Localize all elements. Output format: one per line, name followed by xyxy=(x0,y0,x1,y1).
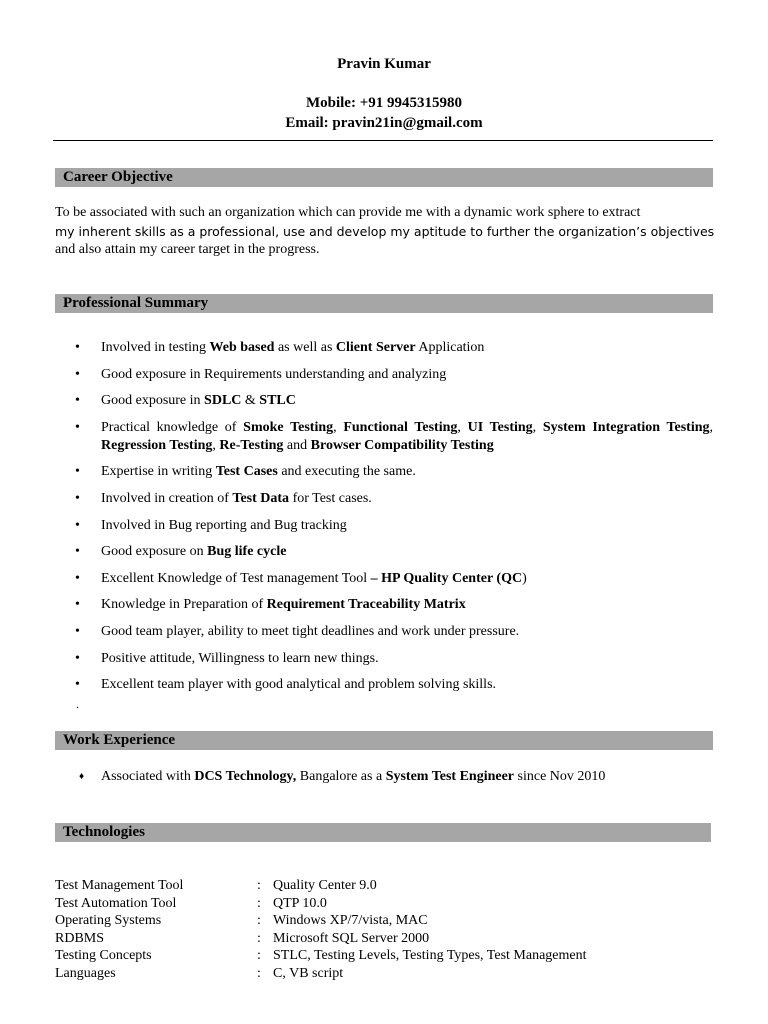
text-segment: Expertise in writing xyxy=(101,464,216,480)
text-segment: Involved in Bug reporting and Bug tracking xyxy=(101,517,347,533)
text-segment: Good exposure in Requirements understanding and analyzing xyxy=(101,366,447,382)
text-segment: Good exposure in xyxy=(101,393,205,409)
text-segment: & xyxy=(241,393,260,409)
bullet-icon: • xyxy=(75,570,80,586)
bold-text-segment: Client Server xyxy=(335,340,416,355)
bullet-icon: • xyxy=(75,544,80,560)
work-experience-heading-bar xyxy=(55,731,713,750)
bold-text-segment: System Integration Testing xyxy=(542,419,710,435)
text-segment: , xyxy=(333,419,344,435)
candidate-name: Pravin Kumar xyxy=(337,56,431,72)
bold-text-segment: Web based xyxy=(209,340,275,355)
technology-label: Testing Concepts xyxy=(55,948,152,964)
technology-row xyxy=(55,965,587,983)
text-segment: Excellent Knowledge of Test management Tool xyxy=(101,570,371,586)
summary-bullet-item xyxy=(55,392,713,410)
professional-summary-heading-bar xyxy=(55,294,713,313)
bullet-icon: • xyxy=(75,393,80,409)
objective-line-2: my inherent skills as a professional, use and develop my aptitude to further the organization’s objectives xyxy=(55,223,715,239)
summary-bullet-item xyxy=(55,570,713,588)
text-segment: , xyxy=(532,419,543,435)
bullet-icon: • xyxy=(75,340,80,355)
bold-text-segment: UI Testing xyxy=(467,419,533,435)
text-segment: as well as xyxy=(274,340,336,355)
text-segment: Bangalore as a xyxy=(296,769,386,784)
bullet-icon: • xyxy=(75,623,80,639)
summary-bullet-item xyxy=(55,623,713,641)
text-segment: Practical knowledge of xyxy=(101,419,244,435)
bold-text-segment: Bug life cycle xyxy=(207,544,287,560)
technology-row xyxy=(55,947,587,965)
bullet-icon: • xyxy=(75,366,80,382)
technology-separator: : xyxy=(257,930,261,946)
career-objective-heading: Career Objective xyxy=(63,169,173,185)
bold-text-segment: Browser Compatibility Testing xyxy=(310,437,494,453)
summary-bullet-item xyxy=(55,676,713,694)
technology-separator: : xyxy=(257,878,261,893)
technology-label: RDBMS xyxy=(55,930,105,946)
summary-bullet-item xyxy=(55,366,713,384)
header-divider xyxy=(53,140,713,141)
bold-text-segment: Re-Testing xyxy=(219,437,284,453)
text-segment: , xyxy=(212,437,220,453)
bullet-icon: • xyxy=(75,419,80,435)
bold-text-segment: SDLC xyxy=(204,393,242,409)
text-segment: Involved in testing xyxy=(101,340,210,355)
text-segment: , xyxy=(457,419,468,435)
technologies-heading-bar xyxy=(55,823,711,842)
bullet-icon: • xyxy=(75,677,80,693)
career-objective-heading-bar xyxy=(55,168,713,187)
bold-text-segment: Functional Testing xyxy=(343,419,458,435)
technology-row xyxy=(55,912,587,930)
technology-label: Operating Systems xyxy=(55,913,162,929)
technology-separator: : xyxy=(257,913,261,929)
bold-text-segment: Regression Testing xyxy=(101,437,213,453)
bold-text-segment: Requirement Traceability Matrix xyxy=(266,597,466,613)
work-experience-heading: Work Experience xyxy=(63,732,176,748)
text-segment: Excellent team player with good analytical and problem solving skills. xyxy=(101,677,497,693)
text-segment: Good exposure on xyxy=(101,544,208,560)
summary-bullet-item xyxy=(55,543,713,561)
bullet-icon: • xyxy=(75,597,80,613)
bullet-icon: • xyxy=(75,650,80,666)
technology-label: Languages xyxy=(55,965,116,981)
technology-value: C, VB script xyxy=(273,965,344,981)
technology-row xyxy=(55,930,587,948)
text-segment: since Nov 2010 xyxy=(514,769,606,784)
technologies-table xyxy=(55,877,587,983)
technologies-heading: Technologies xyxy=(63,824,145,840)
text-segment: Good team player, ability to meet tight deadlines and work under pressure. xyxy=(101,623,520,639)
summary-bullet-item xyxy=(55,463,713,481)
diamond-bullet-icon: ♦ xyxy=(79,771,85,782)
summary-bullet-item xyxy=(55,339,713,357)
text-segment: Knowledge in Preparation of xyxy=(101,597,267,613)
text-segment: Associated with xyxy=(101,769,195,784)
objective-line-3: and also attain my career target in the progress. xyxy=(55,242,320,257)
text-segment: Application xyxy=(415,340,485,355)
summary-bullet-item xyxy=(55,490,713,508)
bold-text-segment: System Test Engineer xyxy=(385,769,515,784)
text-segment: Positive attitude, Willingness to learn new things. xyxy=(101,650,379,666)
technology-value: STLC, Testing Levels, Testing Types, Test Management xyxy=(273,948,587,964)
summary-bullet-item xyxy=(55,517,713,535)
text-segment: and xyxy=(283,437,311,453)
bullet-icon: • xyxy=(75,517,80,533)
bold-text-segment: – HP Quality Center (QC xyxy=(370,570,523,586)
professional-summary-list xyxy=(55,339,713,703)
career-objective-text xyxy=(55,204,715,260)
text-segment: and executing the same. xyxy=(277,464,416,480)
summary-bullet-item xyxy=(55,650,713,668)
text-segment: ) xyxy=(522,570,527,586)
work-experience-text xyxy=(101,768,605,786)
technology-separator: : xyxy=(257,948,261,964)
technology-row xyxy=(55,895,587,913)
bold-text-segment: STLC xyxy=(259,393,296,409)
technology-value: Windows XP/7/vista, MAC xyxy=(273,913,428,929)
summary-bullet-item xyxy=(55,596,713,614)
text-segment: for Test cases. xyxy=(289,490,372,506)
mobile-number: Mobile: +91 9945315980 xyxy=(305,95,463,111)
text-segment: Involved in creation of xyxy=(101,490,233,506)
technology-value: QTP 10.0 xyxy=(273,895,327,911)
technology-separator: : xyxy=(257,895,261,911)
bold-text-segment: Test Data xyxy=(232,490,290,506)
technology-row xyxy=(55,877,587,895)
technology-value: Quality Center 9.0 xyxy=(273,878,377,893)
objective-line-1: To be associated with such an organization which can provide me with a dynamic work sphere to extract xyxy=(55,205,641,220)
bullet-icon: • xyxy=(75,464,80,480)
technology-label: Test Management Tool xyxy=(55,878,184,893)
summary-bullet-item xyxy=(55,419,713,455)
text-segment: , xyxy=(709,419,714,435)
professional-summary-heading: Professional Summary xyxy=(63,295,209,311)
technology-separator: : xyxy=(257,965,261,981)
bullet-icon: • xyxy=(75,490,80,506)
stray-mark: . xyxy=(76,697,79,711)
bold-text-segment: Test Cases xyxy=(215,464,278,480)
bold-text-segment: Smoke Testing xyxy=(243,419,334,435)
email-address: Email: pravin21in@gmail.com xyxy=(285,115,483,131)
technology-value: Microsoft SQL Server 2000 xyxy=(273,930,430,946)
technology-label: Test Automation Tool xyxy=(55,895,177,911)
bold-text-segment: DCS Technology, xyxy=(194,769,297,784)
